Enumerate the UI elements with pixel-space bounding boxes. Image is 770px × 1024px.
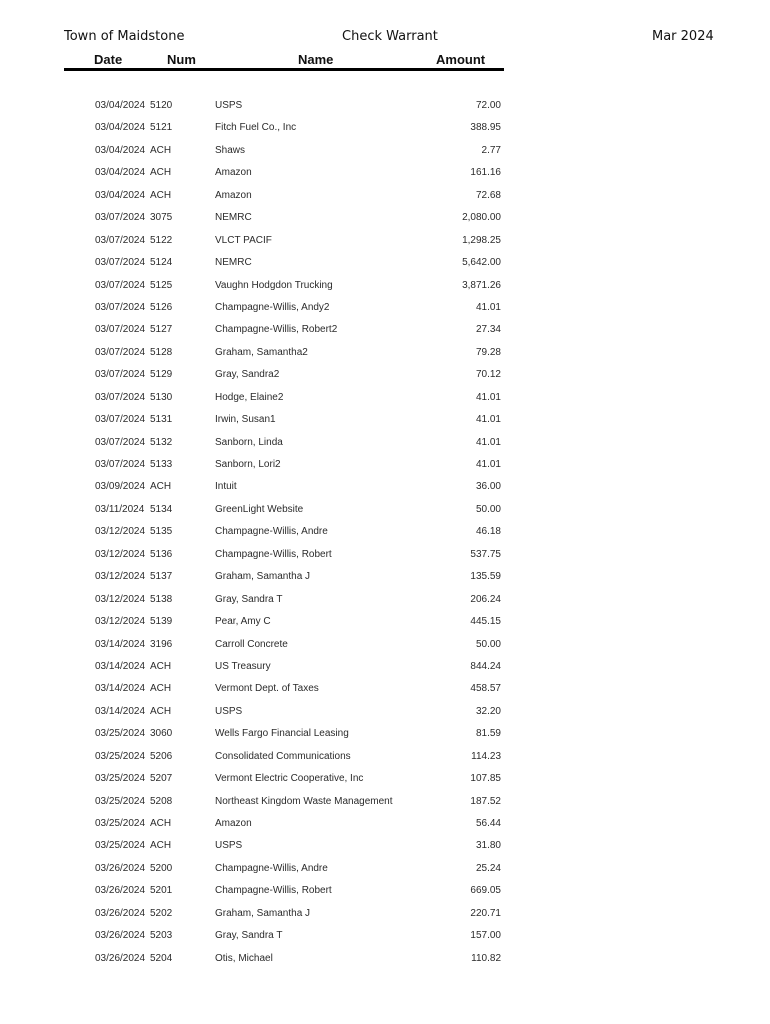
table-row [0, 813, 770, 835]
row-check-number: 5200 [150, 862, 173, 874]
table-row [0, 566, 770, 588]
row-payee-name: Pear, Amy C [215, 616, 271, 628]
row-date: 03/26/2024 [95, 862, 146, 874]
row-check-number: 5134 [150, 503, 173, 515]
row-amount: 537.75 [470, 548, 501, 560]
row-date: 03/04/2024 [95, 144, 146, 156]
row-payee-name: Champagne-Willis, Andy2 [215, 301, 330, 313]
row-amount: 79.28 [475, 346, 501, 358]
row-amount: 46.18 [475, 526, 501, 538]
row-check-number: 5135 [150, 526, 173, 538]
row-payee-name: GreenLight Website [215, 503, 304, 515]
row-amount: 27.34 [475, 324, 501, 336]
row-check-number: 5203 [150, 930, 173, 942]
row-payee-name: Vermont Dept. of Taxes [215, 683, 319, 695]
row-payee-name: Consolidated Communications [215, 750, 351, 762]
row-date: 03/14/2024 [95, 660, 146, 672]
row-amount: 41.01 [475, 391, 501, 403]
table-row [0, 207, 770, 229]
table-row [0, 185, 770, 207]
row-payee-name: Sanborn, Linda [215, 436, 283, 448]
row-check-number: 3196 [150, 638, 173, 650]
row-date: 03/14/2024 [95, 705, 146, 717]
row-check-number: 5201 [150, 885, 173, 897]
row-payee-name: Gray, Sandra T [215, 930, 283, 942]
row-check-number: 5137 [150, 571, 173, 583]
row-payee-name: USPS [215, 840, 243, 852]
row-date: 03/26/2024 [95, 930, 146, 942]
row-date: 03/04/2024 [95, 122, 146, 134]
row-date: 03/14/2024 [95, 638, 146, 650]
row-check-number: 5206 [150, 750, 173, 762]
row-payee-name: Champagne-Willis, Robert2 [215, 324, 338, 336]
row-date: 03/25/2024 [95, 840, 146, 852]
table-row [0, 858, 770, 880]
row-date: 03/07/2024 [95, 324, 146, 336]
table-row [0, 140, 770, 162]
column-header-amount: Amount [436, 52, 486, 67]
row-payee-name: Vaughn Hodgdon Trucking [215, 279, 333, 291]
row-date: 03/09/2024 [95, 481, 146, 493]
row-date: 03/07/2024 [95, 369, 146, 381]
row-amount: 41.01 [475, 301, 501, 313]
row-check-number: 5131 [150, 414, 173, 426]
table-row [0, 611, 770, 633]
row-date: 03/07/2024 [95, 212, 146, 224]
row-payee-name: USPS [215, 705, 243, 717]
table-row [0, 903, 770, 925]
row-payee-name: Carroll Concrete [215, 638, 288, 650]
row-check-number: 5124 [150, 257, 173, 269]
warrant-table-body [0, 95, 770, 970]
table-row [0, 387, 770, 409]
table-row [0, 117, 770, 139]
table-row [0, 634, 770, 656]
row-check-number: 5130 [150, 391, 173, 403]
row-check-number: 3075 [150, 212, 173, 224]
table-row [0, 230, 770, 252]
row-amount: 31.80 [475, 840, 501, 852]
row-date: 03/25/2024 [95, 795, 146, 807]
row-amount: 1,298.25 [462, 234, 501, 246]
row-amount: 157.00 [470, 930, 501, 942]
row-amount: 56.44 [475, 818, 501, 829]
table-row [0, 95, 770, 117]
row-amount: 206.24 [470, 593, 501, 605]
row-check-number: 5138 [150, 593, 173, 605]
row-amount: 36.00 [475, 481, 501, 493]
row-payee-name: Otis, Michael [215, 952, 273, 964]
table-row [0, 544, 770, 566]
table-row [0, 678, 770, 700]
row-date: 03/07/2024 [95, 391, 146, 403]
row-check-number: 5121 [150, 122, 173, 134]
table-row [0, 297, 770, 319]
row-amount: 41.01 [475, 414, 501, 426]
table-row [0, 162, 770, 184]
row-check-number: ACH [150, 818, 172, 829]
row-check-number: 3060 [150, 728, 173, 740]
row-amount: 388.95 [470, 122, 501, 134]
row-date: 03/25/2024 [95, 773, 146, 785]
report-title: Check Warrant [342, 29, 438, 44]
row-amount: 5,642.00 [462, 257, 501, 269]
row-amount: 135.59 [470, 571, 501, 583]
row-payee-name: Wells Fargo Financial Leasing [215, 728, 349, 740]
row-date: 03/11/2024 [95, 503, 145, 515]
row-payee-name: NEMRC [215, 212, 252, 224]
table-row [0, 925, 770, 947]
row-check-number: 5127 [150, 324, 173, 336]
table-row [0, 589, 770, 611]
row-amount: 72.68 [475, 189, 501, 201]
row-check-number: ACH [150, 840, 172, 852]
table-row [0, 791, 770, 813]
row-payee-name: Fitch Fuel Co., Inc [215, 122, 297, 134]
table-row [0, 880, 770, 902]
row-check-number: ACH [150, 481, 172, 493]
row-date: 03/12/2024 [95, 571, 146, 583]
table-row [0, 701, 770, 723]
row-payee-name: Northeast Kingdom Waste Management [215, 795, 393, 807]
table-row [0, 521, 770, 543]
row-amount: 669.05 [470, 885, 501, 897]
row-payee-name: Champagne-Willis, Robert [215, 885, 332, 897]
table-row [0, 746, 770, 768]
row-date: 03/07/2024 [95, 257, 146, 269]
row-amount: 25.24 [475, 862, 501, 874]
row-payee-name: Graham, Samantha J [215, 907, 311, 919]
row-date: 03/12/2024 [95, 616, 146, 628]
column-header-date: Date [94, 52, 123, 67]
row-amount: 445.15 [470, 616, 501, 628]
row-payee-name: Graham, Samantha J [215, 571, 311, 583]
row-check-number: 5125 [150, 279, 173, 291]
row-check-number: 5128 [150, 346, 173, 358]
organization-name: Town of Maidstone [64, 29, 185, 44]
row-date: 03/25/2024 [95, 750, 146, 762]
row-amount: 187.52 [470, 795, 501, 807]
row-check-number: 5133 [150, 459, 173, 470]
row-date: 03/26/2024 [95, 952, 146, 964]
row-amount: 2,080.00 [462, 212, 501, 224]
row-payee-name: US Treasury [215, 660, 271, 672]
row-amount: 70.12 [475, 369, 501, 381]
row-amount: 110.82 [471, 952, 501, 964]
row-check-number: 5129 [150, 369, 173, 381]
row-date: 03/07/2024 [95, 459, 146, 470]
row-payee-name: Champagne-Willis, Robert [215, 548, 332, 560]
row-amount: 50.00 [475, 503, 501, 515]
row-payee-name: Hodge, Elaine2 [215, 391, 284, 403]
row-check-number: 5136 [150, 548, 173, 560]
row-date: 03/07/2024 [95, 346, 146, 358]
table-row [0, 656, 770, 678]
row-check-number: 5208 [150, 795, 173, 807]
row-amount: 81.59 [475, 728, 501, 740]
table-row [0, 454, 770, 476]
table-row [0, 768, 770, 790]
row-date: 03/25/2024 [95, 728, 146, 740]
row-payee-name: Champagne-Willis, Andre [215, 862, 328, 874]
table-row [0, 499, 770, 521]
row-amount: 41.01 [475, 436, 501, 448]
row-payee-name: Shaws [215, 144, 246, 156]
table-row [0, 275, 770, 297]
table-row [0, 835, 770, 857]
row-amount: 32.20 [475, 705, 501, 717]
row-payee-name: Vermont Electric Cooperative, Inc [215, 773, 364, 785]
row-amount: 220.71 [470, 907, 501, 919]
row-payee-name: Irwin, Susan1 [215, 414, 276, 426]
row-amount: 844.24 [470, 660, 501, 672]
row-date: 03/26/2024 [95, 907, 146, 919]
row-payee-name: Intuit [215, 481, 237, 493]
table-row [0, 723, 770, 745]
row-check-number: ACH [150, 683, 172, 695]
row-check-number: 5122 [150, 234, 173, 246]
row-check-number: ACH [150, 144, 172, 156]
row-check-number: ACH [150, 705, 172, 717]
table-row [0, 476, 770, 498]
row-date: 03/07/2024 [95, 436, 146, 448]
row-check-number: 5139 [150, 616, 173, 628]
row-date: 03/14/2024 [95, 683, 146, 695]
row-payee-name: Sanborn, Lori2 [215, 459, 281, 470]
row-payee-name: VLCT PACIF [215, 234, 272, 246]
row-check-number: ACH [150, 189, 172, 201]
row-payee-name: NEMRC [215, 257, 252, 269]
row-date: 03/04/2024 [95, 167, 146, 179]
table-row [0, 319, 770, 341]
row-check-number: 5204 [150, 952, 173, 964]
row-payee-name: Graham, Samantha2 [215, 346, 308, 358]
row-check-number: 5126 [150, 301, 173, 313]
row-payee-name: Gray, Sandra2 [215, 369, 280, 381]
row-check-number: 5120 [150, 100, 173, 111]
row-payee-name: USPS [215, 100, 243, 111]
row-date: 03/12/2024 [95, 548, 146, 560]
header-divider [64, 68, 504, 71]
row-date: 03/07/2024 [95, 301, 146, 313]
row-date: 03/04/2024 [95, 189, 146, 201]
row-date: 03/26/2024 [95, 885, 146, 897]
row-date: 03/07/2024 [95, 234, 146, 246]
table-row [0, 948, 770, 970]
row-check-number: ACH [150, 167, 172, 179]
row-date: 03/07/2024 [95, 414, 146, 426]
row-check-number: ACH [150, 660, 172, 672]
row-payee-name: Amazon [215, 189, 252, 201]
row-amount: 2.77 [481, 144, 501, 156]
row-amount: 114.23 [471, 750, 501, 762]
row-check-number: 5207 [150, 773, 173, 785]
row-check-number: 5132 [150, 436, 173, 448]
row-date: 03/12/2024 [95, 593, 146, 605]
row-payee-name: Amazon [215, 167, 252, 179]
row-amount: 50.00 [475, 638, 501, 650]
table-row [0, 252, 770, 274]
row-check-number: 5202 [150, 907, 173, 919]
table-row [0, 409, 770, 431]
column-header-num: Num [167, 52, 196, 67]
row-payee-name: Amazon [215, 818, 252, 829]
report-period: Mar 2024 [652, 29, 714, 44]
table-row [0, 342, 770, 364]
row-date: 03/04/2024 [95, 100, 146, 111]
row-payee-name: Champagne-Willis, Andre [215, 526, 328, 538]
row-amount: 458.57 [470, 683, 501, 695]
row-date: 03/07/2024 [95, 279, 146, 291]
row-amount: 41.01 [475, 459, 501, 470]
table-row [0, 364, 770, 386]
row-amount: 107.85 [470, 773, 501, 785]
row-date: 03/12/2024 [95, 526, 146, 538]
row-amount: 72.00 [475, 100, 501, 111]
row-date: 03/25/2024 [95, 818, 146, 829]
table-row [0, 432, 770, 454]
column-header-name: Name [298, 52, 334, 67]
row-amount: 161.16 [470, 167, 501, 179]
row-amount: 3,871.26 [462, 279, 501, 291]
row-payee-name: Gray, Sandra T [215, 593, 283, 605]
